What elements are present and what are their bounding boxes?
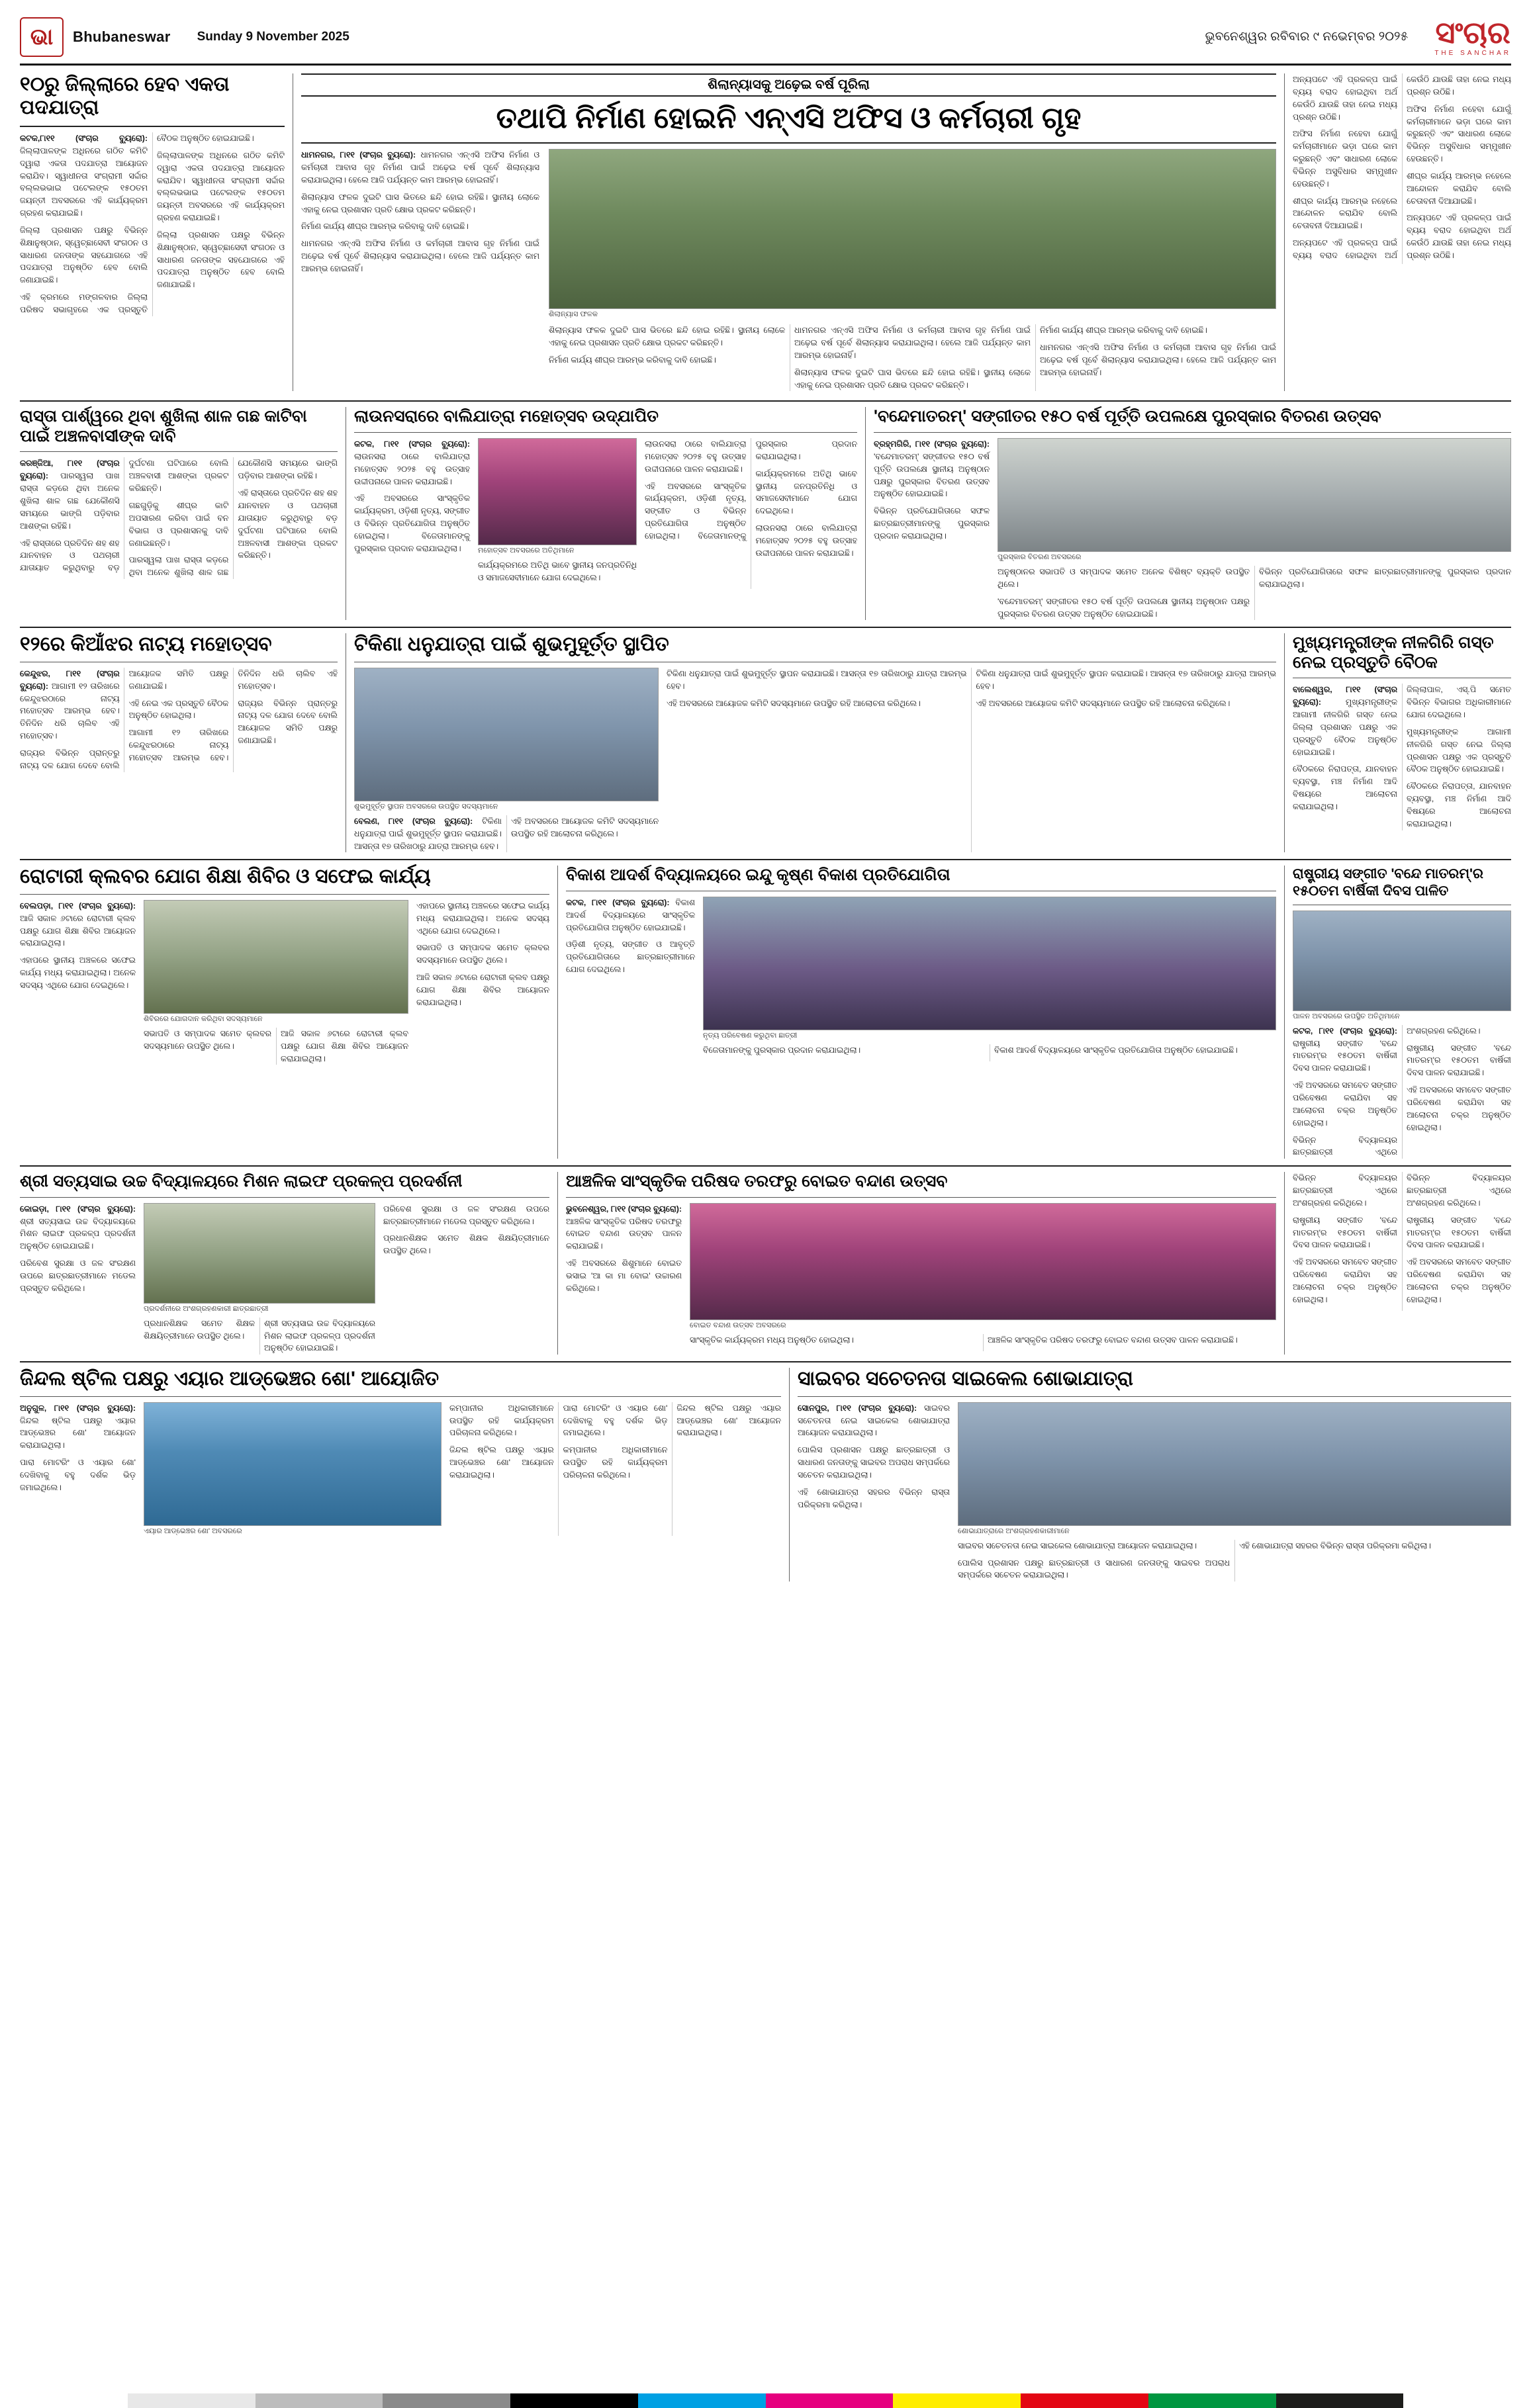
photo-caption: ଶିବିରରେ ଯୋଗଦାନ କରିଥିବା ସଦସ୍ୟମାନେ [144,1014,263,1023]
dateline: ସୋନପୁର, ୮ା୧୧ (ସଂଚାର ବ୍ୟୁରୋ): [798,1403,917,1413]
story-body-below-photo [958,1540,1511,1582]
paragraph: ଶ୍ରୀ ସତ୍ୟସାଇ ଉଚ୍ଚ ବିଦ୍ୟାଳୟରେ ମିଶନ ଲାଇଫ ପ୍ରକଳ୍ପ ପ୍ରଦର୍ଶନୀ ଅନୁଷ୍ଠିତ ହୋଇଯାଇଛି। [264,1318,375,1353]
paragraph: ପୋଲିସ ପ୍ରଶାସନ ପକ୍ଷରୁ ଛାତ୍ରଛାତ୍ରୀ ଓ ସାଧାରଣ ଜନତାଙ୍କୁ ସାଇବର ଅପରାଧ ସମ୍ପର୍କରେ ସଚେତନ କରାଯାଇଥିଲା। [958,1558,1230,1580]
paragraph: ଆଞ୍ଚଳିକ ସାଂସ୍କୃତିକ ପରିଷଦ ତରଫରୁ ବୋଇତ ବନ୍ଦାଣ ଉତ୍ସବ ପାଳନ କରାଯାଇଛି। [988,1335,1238,1345]
paragraph: ବିଭିନ୍ନ ବିଦ୍ୟାଳୟର ଛାତ୍ରଛାତ୍ରୀ ଏଥିରେ ଅଂଶଗ୍ରହଣ କରିଥିଲେ। [1293,1173,1397,1208]
paragraph: ସଭାପତି ଓ ସମ୍ପାଦକ ସମେତ କ୍ଲବର ସଦସ୍ୟମାନେ ଉପସ୍ଥିତ ଥିଲେ। [416,943,549,965]
paragraph: ପରିବେଶ ସୁରକ୍ଷା ଓ ଜଳ ସଂରକ୍ଷଣ ଉପରେ ଛାତ୍ରଛାତ୍ରୀମାନେ ମଡେଲ ପ୍ରସ୍ତୁତ କରିଥିଲେ। [20,1259,136,1293]
paragraph: ଅଫିସ ନିର୍ମାଣ ନହେବା ଯୋଗୁଁ କର୍ମଚାରୀମାନେ ଭଡ଼ା ଘରେ କାମ କରୁଛନ୍ତି ଏବଂ ସାଧାରଣ ଲୋକେ ବିଭିନ୍ନ ଅସୁବିଧାର ସମ୍ମୁଖୀନ ହେଉଛନ୍ତି। [1293,129,1397,189]
paragraph: ଧାମନଗର ଏନ୍‌ଏସି ଅଫିସ ନିର୍ମାଣ ଓ କର୍ମଚାରୀ ଆବାସ ଗୃହ ନିର୍ମାଣ ପାଇଁ ଅଢ଼େଇ ବର୍ଷ ପୂର୍ବେ ଶିଲାନ୍ୟାସ କରାଯାଇଥିଲା। ହେଲେ ଆଜି ପର୍ଯ୍ୟନ୍ତ କାମ ଆରମ୍ଭ ହୋଇନାହିଁ। [1040,343,1276,377]
story-vandemataram-award [865,407,1511,620]
paragraph: ଆଞ୍ଚଳିକ ସାଂସ୍କୃତିକ ପରିଷଦ ତରଫରୁ ବୋଇତ ବନ୍ଦାଣ ଉତ୍ସବ ପାଳନ କରାଯାଇଛି। [566,1216,682,1251]
paragraph: ରାଜ୍ୟର ବିଭିନ୍ନ ପ୍ରାନ୍ତରୁ ନାଟ୍ୟ ଦଳ ଯୋଗ ଦେବେ ବୋଲି ଆୟୋଜକ ସମିତି ପକ୍ଷରୁ ଜଣାଯାଇଛି। [238,698,338,746]
story-dhanuyatra [346,633,1284,852]
story-body-below-photo [703,1044,1276,1061]
paragraph: ନିର୍ମାଣ କାର୍ଯ୍ୟ ଶୀଘ୍ର ଆରମ୍ଭ କରିବାକୁ ଦାବି ହୋଇଛି। [549,355,716,365]
edition-city: Bhubaneswar [73,28,171,45]
paragraph: ବୈଠକରେ ନିରାପତ୍ତା, ଯାନବାହନ ବ୍ୟବସ୍ଥା, ମଞ୍ଚ ନିର୍ମାଣ ଆଦି ବିଷୟରେ ଆଲୋଚନା କରାଯାଇଥିଲା। [1407,781,1511,828]
story-body-below-photo [478,559,637,584]
story-body [20,457,338,579]
story-ekata-padayatra [20,73,293,391]
paragraph: ଗଛଗୁଡ଼ିକୁ ଶୀଘ୍ର କାଟି ଅପସାରଣ କରିବା ପାଇଁ ବନ ବିଭାଗ ଓ ପ୍ରଶାସନକୁ ଦାବି ଜଣାଇଛନ୍ତି। [128,501,229,548]
paragraph: ଲାଉନସରା ଠାରେ ବାଲିଯାତ୍ରା ମହୋତ୍ସବ ୨୦୨୫ ବହୁ ଉତ୍ସାହ ଉଦ୍ଦୀପନାରେ ପାଳନ କରାଯାଇଛି। [645,439,747,474]
headline: ୧୨ରେ କିଆଁଝର ନାଟ୍ୟ ମହୋତ୍ସବ [20,633,272,656]
story-baliyatra-mahotsav [346,407,865,620]
paragraph: ଶିଲାନ୍ୟାସ ଫଳକ ଦୁଇଟି ଘାସ ଭିତରେ ଛନ୍ଦି ହୋଇ ରହିଛି। ସ୍ଥାନୀୟ ଲୋକେ ଏହାକୁ ନେଇ ପ୍ରଶାସନ ପ୍ରତି କ୍ଷୋଭ ପ୍ରକଟ କରିଛନ୍ତି। [794,367,1031,390]
masthead [20,17,1511,66]
paragraph: ରାଷ୍ଟ୍ରୀୟ ସଙ୍ଗୀତ 'ବନ୍ଦେ ମାତରମ୍'ର ୧୫୦ତମ ବାର୍ଷିକୀ ଦିବସ ପାଳନ କରାଯାଇଛି। [1407,1043,1511,1078]
paragraph: ଏହି ଅବସରରେ ସାଂସ୍କୃତିକ କାର୍ଯ୍ୟକ୍ରମ, ଓଡ଼ିଶୀ ନୃତ୍ୟ, ସଙ୍ଗୀତ ଓ ବିଭିନ୍ନ ପ୍ରତିଯୋଗିତା ଅନୁଷ୍ଠିତ ହୋଇଥିଲା। ବିଜେତାମାନଙ୍କୁ ପୁରସ୍କାର ପ୍ରଦାନ କରାଯାଇଥିଲା। [645,439,857,541]
photo-caption: ଶୋଭାଯାତ୍ରାରେ ଅଂଶଗ୍ରହଣକାରୀମାନେ [958,1527,1070,1535]
paragraph: କମ୍ପାନୀର ଅଧିକାରୀମାନେ ଉପସ୍ଥିତ ରହି କାର୍ଯ୍ୟକ୍ରମ ପରିଚାଳନା କରିଥିଲେ। [563,1445,668,1480]
headline: ରାଷ୍ଟ୍ରୀୟ ସଙ୍ଗୀତ 'ବନ୍ଦେ ମାତରମ୍'ର ୧୫୦ତମ ବାର୍ଷିକୀ ଦିବସ ପାଳିତ [1293,866,1483,899]
dateline: ବେଲପଡ଼ା, ୮ା୧୧ (ସଂଚାର ବ୍ୟୁରୋ): [20,901,136,911]
headline: ତଥାପି ନିର୍ମାଣ ହୋଇନି ଏନ୍‌ଏସି ଅଫିସ ଓ କର୍ମଚାରୀ ଗୃହ [496,102,1082,134]
paragraph: ଏହି ଅବସରରେ ଆୟୋଜକ କମିଟି ସଦସ୍ୟମାନେ ଉପସ୍ଥିତ ରହି ଆଲୋଚନା କରିଥିଲେ। [511,816,659,838]
paragraph: ବିକାଶ ଆଦର୍ଶ ବିଦ୍ୟାଳୟରେ ସାଂସ୍କୃତିକ ପ୍ରତିଯୋଗିତା ଅନୁଷ୍ଠିତ ହୋଇଯାଇଛି। [566,897,695,932]
photo-caption: ଶୁଭମୁହୂର୍ତ୍ତ ସ୍ଥାପନ ଅବସରରେ ଉପସ୍ଥିତ ସଦସ୍ୟମାନେ [354,802,498,811]
paragraph: ଶୀଘ୍ର କାର୍ଯ୍ୟ ଆରମ୍ଭ ନହେଲେ ଆନ୍ଦୋଳନ କରାଯିବ ବୋଲି ଚେତାବନୀ ଦିଆଯାଇଛି। [1407,171,1511,206]
row-two [20,407,1511,620]
story-body [20,668,338,772]
story-photo [144,1203,375,1304]
paragraph: ଲାଉନସରା ଠାରେ ବାଲିଯାତ୍ରା ମହୋତ୍ସବ ୨୦୨୫ ବହୁ ଉତ୍ସାହ ଉଦ୍ଦୀପନାରେ ପାଳନ କରାଯାଇଛି। [755,523,857,558]
dateline: ବେଲଣ, ୮ା୧୧ (ସଂଚାର ବ୍ୟୁରୋ): [354,816,473,826]
paragraph: 'ବନ୍ଦେମାତରମ୍' ସଙ୍ଗୀତର ୧୫୦ ବର୍ଷ ପୂର୍ତ୍ତି ଉପଲକ୍ଷେ ସ୍ଥାନୀୟ ଅନୁଷ୍ଠାନ ପକ୍ଷରୁ ପୁରସ୍କାର ବିତରଣ ଉତ୍ସବ ଅନୁଷ୍ଠିତ ହୋଇଯାଇଛି। [997,596,1250,619]
paragraph: ପୋଲିସ ପ୍ରଶାସନ ପକ୍ଷରୁ ଛାତ୍ରଛାତ୍ରୀ ଓ ସାଧାରଣ ଜନତାଙ୍କୁ ସାଇବର ଅପରାଧ ସମ୍ପର୍କରେ ସଚେତନ କରାଯାଇଥିଲା। [798,1445,950,1480]
registration-color-bar [0,2393,1531,2408]
paragraph: ସାଂସ୍କୃତିକ କାର୍ଯ୍ୟକ୍ରମ ମଧ୍ୟ ଅନୁଷ୍ଠିତ ହୋଇଥିଲା। [690,1335,854,1345]
paragraph: ଧାମନଗର ଏନ୍‌ଏସି ଅଫିସ ନିର୍ମାଣ ଓ କର୍ମଚାରୀ ଆବାସ ଗୃହ ନିର୍ମାଣ ପାଇଁ ଅଢ଼େଇ ବର୍ଷ ପୂର୍ବେ ଶିଲାନ୍ୟାସ କରାଯାଇଥିଲା। ହେଲେ ଆଜି ପର୍ଯ୍ୟନ୍ତ କାମ ଆରମ୍ଭ ହୋଇନାହିଁ। [301,239,539,274]
story-photo [1293,911,1511,1011]
paragraph: ଏହି ଅବସରରେ ଶିଶୁମାନେ ବୋଇତ ଭସାଇ 'ଆ କା ମା ବୋଇ' ଉଚ୍ଚାରଣ କରିଥିଲେ। [566,1259,682,1293]
dateline: କଟକ,୮ା୧୧ (ସଂଚାର ବ୍ୟୁରୋ): [20,134,148,143]
paragraph: ମୁଖ୍ୟମନ୍ତ୍ରୀଙ୍କ ଆଗାମୀ ନୀଳଗିରି ଗସ୍ତ ନେଇ ଜିଲ୍ଲା ପ୍ରଶାସନ ପକ୍ଷରୁ ଏକ ପ୍ରସ୍ତୁତି ବୈଠକ ଅନୁଷ୍ଠିତ ହୋଇଯାଇଛି। [1407,727,1511,774]
story-keonjhar-natya [20,633,346,852]
paragraph: ଜିଲ୍ଲାପାଳଙ୍କ ଅଧିନରେ ଗଠିତ କମିଟି ଦ୍ୱାରା ଏକତା ପଦଯାତ୍ରା ଆୟୋଜନ କରାଯିବ। ସ୍ୱାଧୀନତା ସଂଗ୍ରାମୀ ସର୍ଦ୍ଦାର ବଲ୍ଲଭଭାଇ ପଟେଲଙ୍କ ୧୫୦ତମ ଜୟନ୍ତୀ ଅବସରରେ ଏହି କାର୍ଯ୍ୟକ୍ରମ ଗ୍ରହଣ କରାଯାଇଛି। [20,146,148,218]
photo-caption: ପ୍ରଦର୍ଶନୀରେ ଅଂଶଗ୍ରହଣକାରୀ ଛାତ୍ରଛାତ୍ରୀ [144,1304,269,1313]
paragraph: ଅନ୍ୟପଟେ ଏହି ପ୍ରକଳ୍ପ ପାଇଁ ବ୍ୟୟ ବରାଦ ହୋଇଥିବା ଅର୍ଥ କେଉଁଠି ଯାଉଛି ତାହା ନେଇ ମଧ୍ୟ ପ୍ରଶ୍ନ ଉଠିଛି। [1293,75,1511,260]
brand-title: ସଂଚାର [1435,15,1510,50]
headline: ମୁଖ୍ୟମନ୍ତ୍ରୀଙ୍କ ନୀଳଗିରି ଗସ୍ତ ନେଇ ପ୍ରସ୍ତୁତି ବୈଠକ [1293,633,1494,672]
headline: ରାସ୍ତା ପାର୍ଶ୍ୱରେ ଥିବା ଶୁଖିଲା ଶାଳ ଗଛ କାଟିବା ପାଇଁ ଅଞ୍ଚଳବାସୀଙ୍କ ଦାବି [20,407,307,445]
dateline: କଟକ, ୮ା୧୧ (ସଂଚାର ବ୍ୟୁରୋ): [354,439,470,449]
paragraph: ଏହି ଅବସରରେ ଆୟୋଜକ କମିଟି ସଦସ୍ୟମାନେ ଉପସ୍ଥିତ ରହି ଆଲୋଚନା କରିଥିଲେ। [976,698,1230,708]
paragraph: ଟିକିଣା ଧନୁଯାତ୍ରା ପାଇଁ ଶୁଭମୁହୂର୍ତ୍ତ ସ୍ଥାପନ କରାଯାଇଛି। ଆସନ୍ତା ୧୭ ତାରିଖଠାରୁ ଯାତ୍ରା ଆରମ୍ଭ ହେବ। [354,816,502,851]
paragraph: କମ୍ପାନୀର ଅଧିକାରୀମାନେ ଉପସ୍ଥିତ ରହି କାର୍ଯ୍ୟକ୍ରମ ପରିଚାଳନା କରିଥିଲେ। [449,1403,554,1438]
paragraph: ଜିଲ୍ଲା ପ୍ରଶାସନ ପକ୍ଷରୁ ବିଭିନ୍ନ ଶିକ୍ଷାନୁଷ୍ଠାନ, ସ୍ୱେଚ୍ଛାସେବୀ ସଂଗଠନ ଓ ସାଧାରଣ ଜନତାଙ୍କ ସହଯୋଗରେ ଏହି ପଦଯାତ୍ରା ଅନୁଷ୍ଠିତ ହେବ ବୋଲି ଜଣାଯାଇଛି। [20,225,148,285]
lead-section [20,73,1511,391]
paragraph: ଏହି ଅବସରରେ ସାଂସ୍କୃତିକ କାର୍ଯ୍ୟକ୍ରମ, ଓଡ଼ିଶୀ ନୃତ୍ୟ, ସଙ୍ଗୀତ ଓ ବିଭିନ୍ନ ପ୍ରତିଯୋଗିତା ଅନୁଷ୍ଠିତ ହୋଇଥିଲା। ବିଜେତାମାନଙ୍କୁ ପୁରସ୍କାର ପ୍ରଦାନ କରାଯାଇଥିଲା। [354,494,470,553]
paragraph: ଅନୁଷ୍ଠାନର ସଭାପତି ଓ ସମ୍ପାଦକ ସମେତ ଅନେକ ବିଶିଷ୍ଟ ବ୍ୟକ୍ତି ଉପସ୍ଥିତ ଥିଲେ। [997,566,1250,589]
paragraph: ଏହି କ୍ରମରେ ମଙ୍ଗଳବାର ଜିଲ୍ଲା ପରିଷଦ ସଭାଗୃହରେ ଏକ ପ୍ରସ୍ତୁତି ବୈଠକ ଅନୁଷ୍ଠିତ ହୋଇଯାଇଛି। [20,134,254,314]
story-body [20,132,285,316]
photo-caption: ପାଳନ ଅବସରରେ ଉପସ୍ଥିତ ଅତିଥିମାନେ [1293,1012,1400,1020]
paragraph: ଏହି ରାସ୍ତାରେ ପ୍ରତିଦିନ ଶହ ଶହ ଯାନବାହନ ଓ ପଥଚାରୀ ଯାତାୟାତ କରୁଥିବାରୁ ବଡ଼ ଦୁର୍ଘଟଣା ଘଟିପାରେ ବୋଲି ଅଞ୍ଚଳବାସୀ ଆଶଙ୍କା ପ୍ରକଟ କରିଛନ୍ତି। [238,488,338,560]
story-body [1293,684,1511,830]
paragraph: ଏହି ଅବସରରେ ସମବେତ ସଙ୍ଗୀତ ପରିବେଷଣ କରାଯିବା ସହ ଆଲୋଚନା ଚକ୍ର ଅନୁଷ୍ଠିତ ହୋଇଥିଲା। [1407,1085,1511,1132]
headline: ସାଇବର ସଚେତନତା ସାଇକେଲ ଶୋଭାଯାତ୍ରା [798,1368,1134,1390]
paragraph: ବିଭିନ୍ନ ପ୍ରତିଯୋଗିତାରେ ସଫଳ ଛାତ୍ରଛାତ୍ରୀମାନଙ୍କୁ ପୁରସ୍କାର ପ୍ରଦାନ କରାଯାଇଥିଲା। [874,506,990,541]
edition-date-odia: ଭୁବନେଶ୍ୱର ରବିବାର ୯ ନଭେମ୍ବର ୨୦୨୫ [1205,30,1409,44]
story-body-left [354,438,470,589]
brand-subtitle: THE SANCHAR [1434,50,1511,57]
paragraph: ବିକାଶ ଆଦର୍ଶ ବିଦ୍ୟାଳୟରେ ସାଂସ୍କୃତିକ ପ୍ରତିଯୋଗିତା ଅନୁଷ୍ଠିତ ହୋଇଯାଇଛି। [994,1045,1238,1055]
photo-caption: ମହୋତ୍ସବ ଅବସରରେ ଅତିଥିମାନେ [478,546,575,555]
story-jindal-air-show [20,1368,789,1582]
kicker: ଶିଲାନ୍ୟାସକୁ ଅଢ଼େଇ ବର୍ଷ ପୂରିଲା [301,73,1276,97]
story-body-right [645,438,857,589]
story-photo [478,438,637,545]
photo-caption: ପୁରସ୍କାର ବିତରଣ ଅବସରରେ [997,553,1082,561]
story-photo [703,897,1276,1030]
story-body-right [667,668,1276,853]
row-four [20,866,1511,1159]
story-photo [144,1402,441,1526]
paragraph: ଏହି ଅବସରରେ ଆୟୋଜକ କମିଟି ସଦସ୍ୟମାନେ ଉପସ୍ଥିତ ରହି ଆଲୋଚନା କରିଥିଲେ। [667,698,921,708]
paragraph: ବିଜେତାମାନଙ୍କୁ ପୁରସ୍କାର ପ୍ରଦାନ କରାଯାଇଥିଲା। [703,1045,861,1055]
story-body [1293,73,1511,264]
story-body-below-photo [144,1317,375,1355]
story-body-right [449,1402,781,1536]
story-body-left [798,1402,950,1582]
story-body-below-photo [354,815,659,853]
story-dry-sal-trees [20,407,346,620]
paragraph: ଲାଉନସରା ଠାରେ ବାଲିଯାତ୍ରା ମହୋତ୍ସବ ୨୦୨୫ ବହୁ ଉତ୍ସାହ ଉଦ୍ଦୀପନାରେ ପାଳନ କରାଯାଇଛି। [354,451,470,486]
paragraph: ଏହି ଅବସରରେ ସମବେତ ସଙ୍ଗୀତ ପରିବେଷଣ କରାଯିବା ସହ ଆଲୋଚନା ଚକ୍ର ଅନୁଷ୍ଠିତ ହୋଇଥିଲା। [1407,1257,1511,1304]
paragraph: ପାରା ମୋଟରିଂ ଓ ଏୟାର ଶୋ' ଦେଖିବାକୁ ବହୁ ଦର୍ଶକ ଭିଡ଼ ଜମାଇଥିଲେ। [563,1403,668,1438]
story-body-below-photo [549,324,1276,391]
story-photo [997,438,1511,552]
paragraph: ପ୍ରଧାନଶିକ୍ଷକ ସମେତ ଶିକ୍ଷକ ଶିକ୍ଷୟିତ୍ରୀମାନେ ଉପସ୍ଥିତ ଥିଲେ। [144,1318,255,1341]
edition-date-english: Sunday 9 November 2025 [197,30,349,44]
photo-caption: ଶିଲାନ୍ୟାସ ଫଳକ [549,310,598,319]
paragraph: ରାଜ୍ୟର ବିଭିନ୍ନ ପ୍ରାନ୍ତରୁ ନାଟ୍ୟ ଦଳ ଯୋଗ ଦେବେ ବୋଲି ଆୟୋଜକ ସମିତି ପକ୍ଷରୁ ଜଣାଯାଇଛି। [20,668,229,770]
paragraph: ଆଗାମୀ ୧୨ ତାରିଖରେ କେନ୍ଦୁଝରଠାରେ ନାଟ୍ୟ ମହୋତ୍ସବ ଆରମ୍ଭ ହେବ। ତିନିଦିନ ଧରି ଚାଲିବ ଏହି ମହୋତ୍ସବ। [128,668,338,762]
paragraph: କାର୍ଯ୍ୟକ୍ରମରେ ଅତିଥି ଭାବେ ସ୍ଥାନୀୟ ଜନପ୍ରତିନିଧି ଓ ସମାଜସେବୀମାନେ ଯୋଗ ଦେଇଥିଲେ। [755,468,857,516]
paragraph: ଏହି ଶୋଭାଯାତ୍ରା ସହରର ବିଭିନ୍ନ ରାସ୍ତା ପରିକ୍ରମା କରିଥିଲା। [798,1487,950,1509]
paragraph: ଅନ୍ୟପଟେ ଏହି ପ୍ରକଳ୍ପ ପାଇଁ ବ୍ୟୟ ବରାଦ ହୋଇଥିବା ଅର୍ଥ କେଉଁଠି ଯାଉଛି ତାହା ନେଇ ମଧ୍ୟ ପ୍ରଶ୍ନ ଉଠିଛି। [1293,75,1397,122]
paragraph: ଶ୍ରୀ ସତ୍ୟସାଇ ଉଚ୍ଚ ବିଦ୍ୟାଳୟରେ ମିଶନ ଲାଇଫ ପ୍ରକଳ୍ପ ପ୍ରଦର୍ଶନୀ ଅନୁଷ୍ଠିତ ହୋଇଯାଇଛି। [20,1216,136,1251]
dateline: ଭୁବନେଶ୍ୱର, ୮ା୧୧ (ସଂଚାର ବ୍ୟୁରୋ): [566,1204,682,1214]
story-body-below-photo [997,566,1511,620]
paragraph: ବିଭିନ୍ନ ପ୍ରତିଯୋଗିତାରେ ସଫଳ ଛାତ୍ରଛାତ୍ରୀମାନଙ୍କୁ ପୁରସ୍କାର ପ୍ରଦାନ କରାଯାଇଥିଲା। [1259,566,1511,589]
paragraph: ବୈଠକରେ ନିରାପତ୍ତା, ଯାନବାହନ ବ୍ୟବସ୍ଥା, ମଞ୍ଚ ନିର୍ମାଣ ଆଦି ବିଷୟରେ ଆଲୋଚନା କରାଯାଇଥିଲା। [1293,764,1397,811]
paragraph: ଧାମନଗର ଏନ୍‌ଏସି ଅଫିସ ନିର୍ମାଣ ଓ କର୍ମଚାରୀ ଆବାସ ଗୃହ ନିର୍ମାଣ ପାଇଁ ଅଢ଼େଇ ବର୍ଷ ପୂର୍ବେ ଶିଲାନ୍ୟାସ କରାଯାଇଥିଲା। ହେଲେ ଆଜି ପର୍ଯ୍ୟନ୍ତ କାମ ଆରମ୍ଭ ହୋଇନାହିଁ। [301,150,539,185]
headline: ଲାଉନସରାରେ ବାଲିଯାତ୍ରା ମହୋତ୍ସବ ଉଦ୍‌ଯାପିତ [354,407,659,426]
story-photo [354,668,659,801]
paragraph: ରାଷ୍ଟ୍ରୀୟ ସଙ୍ଗୀତ 'ବନ୍ଦେ ମାତରମ୍'ର ୧୫୦ତମ ବାର୍ଷିକୀ ଦିବସ ପାଳନ କରାଯାଇଛି। [1293,1215,1397,1250]
row-six [20,1368,1511,1582]
paragraph: ବିଭିନ୍ନ ବିଦ୍ୟାଳୟର ଛାତ୍ରଛାତ୍ରୀ ଏଥିରେ ଅଂଶଗ୍ରହଣ କରିଥିଲେ। [1293,1026,1481,1157]
paragraph: ପାରସ୍ୱଲା ପାଖ ରାସ୍ତା କଡ଼ରେ ଥିବା ଅନେକ ଶୁଖିଲା ଶାଳ ଗଛ ଯେକୌଣସି ସମୟରେ ଭାଙ୍ଗି ପଡ଼ିବାର ଆଶଙ୍କା ରହିଛି। [128,459,338,578]
paragraph: ଅନ୍ୟପଟେ ଏହି ପ୍ରକଳ୍ପ ପାଇଁ ବ୍ୟୟ ବରାଦ ହୋଇଥିବା ଅର୍ଥ କେଉଁଠି ଯାଉଛି ତାହା ନେଇ ମଧ୍ୟ ପ୍ରଶ୍ନ ଉଠିଛି। [1407,213,1511,260]
paragraph: କାର୍ଯ୍ୟକ୍ରମରେ ଅତିଥି ଭାବେ ସ୍ଥାନୀୟ ଜନପ୍ରତିନିଧି ଓ ସମାଜସେବୀମାନେ ଯୋଗ ଦେଇଥିଲେ। [478,560,637,582]
photo-caption: ବୋଇତ ବନ୍ଦାଣ ଉତ୍ସବ ଅବସରରେ [690,1321,786,1329]
headline: ଟିକିଣା ଧନୁଯାତ୍ରା ପାଇଁ ଶୁଭମୁହୂର୍ତ୍ତ ସ୍ଥାପିତ [354,633,669,656]
story-photo [690,1203,1276,1320]
paragraph: ଜିଲ୍ଲା ପ୍ରଶାସନ ପକ୍ଷରୁ ବିଭିନ୍ନ ଶିକ୍ଷାନୁଷ୍ଠାନ, ସ୍ୱେଚ୍ଛାସେବୀ ସଂଗଠନ ଓ ସାଧାରଣ ଜନତାଙ୍କ ସହଯୋଗରେ ଏହି ପଦଯାତ୍ରା ଅନୁଷ୍ଠିତ ହେବ ବୋଲି ଜଣାଯାଇଛି। [157,230,285,290]
story-cm-nilagiri-visit [1284,633,1511,852]
story-satyasai-mission-life [20,1172,557,1355]
story-body-left [20,1402,136,1536]
row-five [20,1172,1511,1355]
paragraph: ଏହି ଶୋଭାଯାତ୍ରା ସହରର ବିଭିନ୍ନ ରାସ୍ତା ପରିକ୍ରମା କରିଥିଲା। [1239,1540,1431,1550]
story-body-left [20,900,136,1065]
paragraph: ସାଇବର ସଚେତନତା ନେଇ ସାଇକେଲ ଶୋଭାଯାତ୍ରା ଆୟୋଜନ କରାଯାଇଥିଲା। [798,1403,950,1438]
photo-caption: ଏୟାର ଆଡ୍‌ଭେଞ୍ଚର ଶୋ' ଅବସରରେ [144,1527,242,1535]
headline: ରୋଟାରୀ କ୍ଲବର ଯୋଗ ଶିକ୍ଷା ଶିବିର ଓ ସଫେଇ କାର୍ଯ୍ୟ [20,866,431,888]
paragraph: ଏହାପରେ ସ୍ଥାନୀୟ ଅଞ୍ଚଳରେ ସଫେଇ କାର୍ଯ୍ୟ ମଧ୍ୟ କରାଯାଇଥିଲା। ଅନେକ ସଦସ୍ୟ ଏଥିରେ ଯୋଗ ଦେଇଥିଲେ। [416,901,549,936]
paragraph: ଆଜି ସକାଳ ୬ଟାରେ ରୋଟାରୀ କ୍ଲବ ପକ୍ଷରୁ ଯୋଗ ଶିକ୍ଷା ଶିବିର ଆୟୋଜନ କରାଯାଇଥିଲା। [20,913,136,948]
dateline: କୋଇଡ଼ା, ୮ା୧୧ (ସଂଚାର ବ୍ୟୁରୋ): [20,1204,136,1214]
paragraph: ପାରସ୍ୱଲା ପାଖ ରାସ୍ତା କଡ଼ରେ ଥିବା ଅନେକ ଶୁଖିଲା ଶାଳ ଗଛ ଯେକୌଣସି ସମୟରେ ଭାଙ୍ଗି ପଡ଼ିବାର ଆଶଙ୍କା ରହିଛି। [20,471,120,531]
story-photo [144,900,408,1014]
masthead-brand [1434,17,1511,57]
paragraph: ଆଜି ସକାଳ ୬ଟାରେ ରୋଟାରୀ କ୍ଲବ ପକ୍ଷରୁ ଯୋଗ ଶିକ୍ଷା ଶିବିର ଆୟୋଜନ କରାଯାଇଥିଲା। [416,973,549,1007]
story-body-below-photo [690,1334,1276,1351]
paragraph: ଏହି ନେଇ ଏକ ପ୍ରସ୍ତୁତି ବୈଠକ ଅନୁଷ୍ଠିତ ହୋଇଥିଲା। [128,698,229,721]
publication-logo-icon: ଭା [20,17,64,57]
story-body-right [416,900,549,1065]
paragraph: ଜିନ୍ଦଲ ଷ୍ଟିଲ ପକ୍ଷରୁ ଏୟାର ଆଡ୍‌ଭେଞ୍ଚର ଶୋ' ଆୟୋଜନ କରାଯାଇଥିଲା। [20,1415,136,1450]
dateline: କଟକ, ୮ା୧୧ (ସଂଚାର ବ୍ୟୁରୋ): [566,897,670,907]
story-body-left [874,438,990,620]
paragraph: ସାଇବର ସଚେତନତା ନେଇ ସାଇକେଲ ଶୋଭାଯାତ୍ରା ଆୟୋଜନ କରାଯାଇଥିଲା। [958,1540,1197,1550]
headline: ଆଞ୍ଚଳିକ ସାଂସ୍କୃତିକ ପରିଷଦ ତରଫରୁ ବୋଇତ ବନ୍ଦାଣ ଉତ୍ସବ [566,1172,948,1191]
paragraph: ନିର୍ମାଣ କାର୍ଯ୍ୟ ଶୀଘ୍ର ଆରମ୍ଭ କରିବାକୁ ଦାବି ହୋଇଛି। [1040,326,1207,335]
paragraph: ପାରା ମୋଟରିଂ ଓ ଏୟାର ଶୋ' ଦେଖିବାକୁ ବହୁ ଦର୍ଶକ ଭିଡ଼ ଜମାଇଥିଲେ। [20,1458,136,1492]
story-vandemataram-150-continued [1284,1172,1511,1355]
dateline: କଟକ, ୮ା୧୧ (ସଂଚାର ବ୍ୟୁରୋ): [1293,1026,1397,1036]
paragraph: ସଭାପତି ଓ ସମ୍ପାଦକ ସମେତ କ୍ଲବର ସଦସ୍ୟମାନେ ଉପସ୍ଥିତ ଥିଲେ। [144,1028,271,1051]
story-rotary-yoga-camp [20,866,557,1159]
paragraph: ଆଜି ସକାଳ ୬ଟାରେ ରୋଟାରୀ କ୍ଲବ ପକ୍ଷରୁ ଯୋଗ ଶିକ୍ଷା ଶିବିର ଆୟୋଜନ କରାଯାଇଥିଲା। [281,1028,408,1063]
paragraph: ଜିଲ୍ଲାପାଳ, ଏସ୍‌.ପି ସମେତ ବିଭିନ୍ନ ବିଭାଗର ଅଧିକାରୀମାନେ ଯୋଗ ଦେଇଥିଲେ। [1407,685,1511,720]
paragraph: ଜିନ୍ଦଲ ଷ୍ଟିଲ ପକ୍ଷରୁ ଏୟାର ଆଡ୍‌ଭେଞ୍ଚର ଶୋ' ଆୟୋଜନ କରାଯାଇଥିଲା। [676,1403,781,1438]
story-vikash-school-competition [557,866,1284,1159]
story-body-left [566,897,695,1061]
dateline: ଧାମନଗର, ୮ା୧୧ (ସଂଚାର ବ୍ୟୁରୋ): [301,150,416,160]
story-photo [549,149,1276,309]
paragraph: ଏହାପରେ ସ୍ଥାନୀୟ ଅଞ୍ଚଳରେ ସଫେଇ କାର୍ଯ୍ୟ ମଧ୍ୟ କରାଯାଇଥିଲା। ଅନେକ ସଦସ୍ୟ ଏଥିରେ ଯୋଗ ଦେଇଥିଲେ। [20,956,136,990]
paragraph: ଶିଲାନ୍ୟାସ ଫଳକ ଦୁଇଟି ଘାସ ଭିତରେ ଛନ୍ଦି ହୋଇ ରହିଛି। ସ୍ଥାନୀୟ ଲୋକେ ଏହାକୁ ନେଇ ପ୍ରଶାସନ ପ୍ରତି କ୍ଷୋଭ ପ୍ରକଟ କରିଛନ୍ତି। [301,192,539,214]
paragraph: ଜିଲ୍ଲାପାଳଙ୍କ ଅଧିନରେ ଗଠିତ କମିଟି ଦ୍ୱାରା ଏକତା ପଦଯାତ୍ରା ଆୟୋଜନ କରାଯିବ। ସ୍ୱାଧୀନତା ସଂଗ୍ରାମୀ ସର୍ଦ୍ଦାର ବଲ୍ଲଭଭାଇ ପଟେଲଙ୍କ ୧୫୦ତମ ଜୟନ୍ତୀ ଅବସରରେ ଏହି କାର୍ଯ୍ୟକ୍ରମ ଗ୍ରହଣ କରାଯାଇଛି। [157,150,285,223]
headline: 'ବନ୍ଦେମାତରମ୍' ସଙ୍ଗୀତର ୧୫୦ ବର୍ଷ ପୂର୍ତ୍ତି ଉପଲକ୍ଷେ ପୁରସ୍କାର ବିତରଣ ଉତ୍ସବ [874,407,1381,426]
story-vandemataram-150 [1284,866,1511,1159]
story-nac-office [293,73,1284,391]
paragraph: ଏହି ଅବସରରେ ସମବେତ ସଙ୍ଗୀତ ପରିବେଷଣ କରାଯିବା ସହ ଆଲୋଚନା ଚକ୍ର ଅନୁଷ୍ଠିତ ହୋଇଥିଲା। [1293,1081,1397,1128]
paragraph: ପ୍ରଧାନଶିକ୍ଷକ ସମେତ ଶିକ୍ଷକ ଶିକ୍ଷୟିତ୍ରୀମାନେ ଉପସ୍ଥିତ ଥିଲେ। [383,1233,549,1256]
paragraph: ନିର୍ମାଣ କାର୍ଯ୍ୟ ଶୀଘ୍ର ଆରମ୍ଭ କରିବାକୁ ଦାବି ହୋଇଛି। [301,222,469,232]
paragraph: ବିଭିନ୍ନ ବିଦ୍ୟାଳୟର ଛାତ୍ରଛାତ୍ରୀ ଏଥିରେ ଅଂଶଗ୍ରହଣ କରିଥିଲେ। [1407,1173,1511,1208]
headline: ୧୦ରୁ ଜିଲ୍ଲାରେ ହେବ ଏକତା ପଦଯାତ୍ରା [20,73,230,118]
story-body-below-photo [144,1028,408,1065]
paragraph: ଜିନ୍ଦଲ ଷ୍ଟିଲ ପକ୍ଷରୁ ଏୟାର ଆଡ୍‌ଭେଞ୍ଚର ଶୋ' ଆୟୋଜନ କରାଯାଇଥିଲା। [449,1445,554,1480]
paragraph: ଟିକିଣା ଧନୁଯାତ୍ରା ପାଇଁ ଶୁଭମୁହୂର୍ତ୍ତ ସ୍ଥାପନ କରାଯାଇଛି। ଆସନ୍ତା ୧୭ ତାରିଖଠାରୁ ଯାତ୍ରା ଆରମ୍ଭ ହେବ। [976,668,1276,691]
dateline: ବାଲେଶ୍ୱର, ୮ା୧୧ (ସଂଚାର ବ୍ୟୁରୋ): [1293,685,1397,707]
dateline: କେନ୍ଦୁଝର, ୮ା୧୧ (ସଂଚାର ବ୍ୟୁରୋ): [20,668,120,691]
story-photo [958,1402,1511,1526]
paragraph: ପରିବେଶ ସୁରକ୍ଷା ଓ ଜଳ ସଂରକ୍ଷଣ ଉପରେ ଛାତ୍ରଛାତ୍ରୀମାନେ ମଡେଲ ପ୍ରସ୍ତୁତ କରିଥିଲେ। [383,1204,549,1226]
story-nac-office-continued [1284,73,1511,391]
paragraph: ଏହି ଅବସରରେ ସମବେତ ସଙ୍ଗୀତ ପରିବେଷଣ କରାଯିବା ସହ ଆଲୋଚନା ଚକ୍ର ଅନୁଷ୍ଠିତ ହୋଇଥିଲା। [1293,1257,1397,1304]
masthead-left [20,17,349,57]
row-three [20,633,1511,852]
story-boita-bandana [557,1172,1284,1355]
paragraph: ରାଷ୍ଟ୍ରୀୟ ସଙ୍ଗୀତ 'ବନ୍ଦେ ମାତରମ୍'ର ୧୫୦ତମ ବାର୍ଷିକୀ ଦିବସ ପାଳନ କରାଯାଇଛି। [1407,1215,1511,1250]
story-body [1293,1172,1511,1310]
dateline: କରଞ୍ଜିଆ, ୮ା୧୧ (ସଂଚାର ବ୍ୟୁରୋ): [20,459,120,481]
paragraph: ଓଡ଼ିଶୀ ନୃତ୍ୟ, ସଙ୍ଗୀତ ଓ ଆବୃତ୍ତି ପ୍ରତିଯୋଗିତାରେ ଛାତ୍ରଛାତ୍ରୀମାନେ ଯୋଗ ଦେଇଥିଲେ। [566,940,695,975]
story-body-left [20,1203,136,1355]
paragraph: ମୁଖ୍ୟମନ୍ତ୍ରୀଙ୍କ ଆଗାମୀ ନୀଳଗିରି ଗସ୍ତ ନେଇ ଜିଲ୍ଲା ପ୍ରଶାସନ ପକ୍ଷରୁ ଏକ ପ୍ରସ୍ତୁତି ବୈଠକ ଅନୁଷ୍ଠିତ ହୋଇଯାଇଛି। [1293,697,1397,757]
headline: ବିକାଶ ଆଦର୍ଶ ବିଦ୍ୟାଳୟରେ ଇନ୍ଦୁ କୃଷ୍ଣ ବିକାଶ ପ୍ରତିଯୋଗିତା [566,866,951,885]
paragraph: ଶିଲାନ୍ୟାସ ଫଳକ ଦୁଇଟି ଘାସ ଭିତରେ ଛନ୍ଦି ହୋଇ ରହିଛି। ସ୍ଥାନୀୟ ଲୋକେ ଏହାକୁ ନେଇ ପ୍ରଶାସନ ପ୍ରତି କ୍ଷୋଭ ପ୍ରକଟ କରିଛନ୍ତି। [549,326,785,348]
story-body-left [566,1203,682,1351]
paragraph: ଆଗାମୀ ୧୨ ତାରିଖରେ କେନ୍ଦୁଝରଠାରେ ନାଟ୍ୟ ମହୋତ୍ସବ ଆରମ୍ଭ ହେବ। ତିନିଦିନ ଧରି ଚାଲିବ ଏହି ମହୋତ୍ସବ। [20,681,120,741]
story-body [1293,1025,1511,1159]
paragraph: ରାଷ୍ଟ୍ରୀୟ ସଙ୍ଗୀତ 'ବନ୍ଦେ ମାତରମ୍'ର ୧୫୦ତମ ବାର୍ଷିକୀ ଦିବସ ପାଳନ କରାଯାଇଛି। [1293,1038,1397,1073]
dateline: ବ୍ରହ୍ମଗିରି, ୮ା୧୧ (ସଂଚାର ବ୍ୟୁରୋ): [874,439,990,449]
photo-caption: ନୃତ୍ୟ ପରିବେଷଣ କରୁଥିବା ଛାତ୍ରୀ [703,1031,798,1040]
headline: ଜିନ୍ଦଲ ଷ୍ଟିଲ ପକ୍ଷରୁ ଏୟାର ଆଡ୍‌ଭେଞ୍ଚର ଶୋ' ଆୟୋଜିତ [20,1368,440,1390]
dateline: ଅନୁଗୁଳ, ୮ା୧୧ (ସଂଚାର ବ୍ୟୁରୋ): [20,1403,136,1413]
paragraph: ଏହି ରାସ୍ତାରେ ପ୍ରତିଦିନ ଶହ ଶହ ଯାନବାହନ ଓ ପଥଚାରୀ ଯାତାୟାତ କରୁଥିବାରୁ ବଡ଼ ଦୁର୍ଘଟଣା ଘଟିପାରେ ବୋଲି ଅଞ୍ଚଳବାସୀ ଆଶଙ୍କା ପ୍ରକଟ କରିଛନ୍ତି। [20,459,229,573]
paragraph: ଅଫିସ ନିର୍ମାଣ ନହେବା ଯୋଗୁଁ କର୍ମଚାରୀମାନେ ଭଡ଼ା ଘରେ କାମ କରୁଛନ୍ତି ଏବଂ ସାଧାରଣ ଲୋକେ ବିଭିନ୍ନ ଅସୁବିଧାର ସମ୍ମୁଖୀନ ହେଉଛନ୍ତି। [1407,104,1511,164]
paragraph: ଶୀଘ୍ର କାର୍ଯ୍ୟ ଆରମ୍ଭ ନହେଲେ ଆନ୍ଦୋଳନ କରାଯିବ ବୋଲି ଚେତାବନୀ ଦିଆଯାଇଛି। [1293,196,1397,231]
story-body-right [383,1203,549,1355]
headline: ଶ୍ରୀ ସତ୍ୟସାଇ ଉଚ୍ଚ ବିଦ୍ୟାଳୟରେ ମିଶନ ଲାଇଫ ପ୍ରକଳ୍ପ ପ୍ରଦର୍ଶନୀ [20,1172,463,1191]
paragraph: 'ବନ୍ଦେମାତରମ୍' ସଙ୍ଗୀତର ୧୫୦ ବର୍ଷ ପୂର୍ତ୍ତି ଉପଲକ୍ଷେ ସ୍ଥାନୀୟ ଅନୁଷ୍ଠାନ ପକ୍ଷରୁ ପୁରସ୍କାର ବିତରଣ ଉତ୍ସବ ଅନୁଷ୍ଠିତ ହୋଇଯାଇଛି। [874,451,990,499]
story-body-left [301,149,539,391]
paragraph: ଧାମନଗର ଏନ୍‌ଏସି ଅଫିସ ନିର୍ମାଣ ଓ କର୍ମଚାରୀ ଆବାସ ଗୃହ ନିର୍ମାଣ ପାଇଁ ଅଢ଼େଇ ବର୍ଷ ପୂର୍ବେ ଶିଲାନ୍ୟାସ କରାଯାଇଥିଲା। ହେଲେ ଆଜି ପର୍ଯ୍ୟନ୍ତ କାମ ଆରମ୍ଭ ହୋଇନାହିଁ। [794,326,1031,360]
story-cyber-awareness-rally [789,1368,1511,1582]
paragraph: ଟିକିଣା ଧନୁଯାତ୍ରା ପାଇଁ ଶୁଭମୁହୂର୍ତ୍ତ ସ୍ଥାପନ କରାଯାଇଛି। ଆସନ୍ତା ୧୭ ତାରିଖଠାରୁ ଯାତ୍ରା ଆରମ୍ଭ ହେବ। [667,668,967,691]
